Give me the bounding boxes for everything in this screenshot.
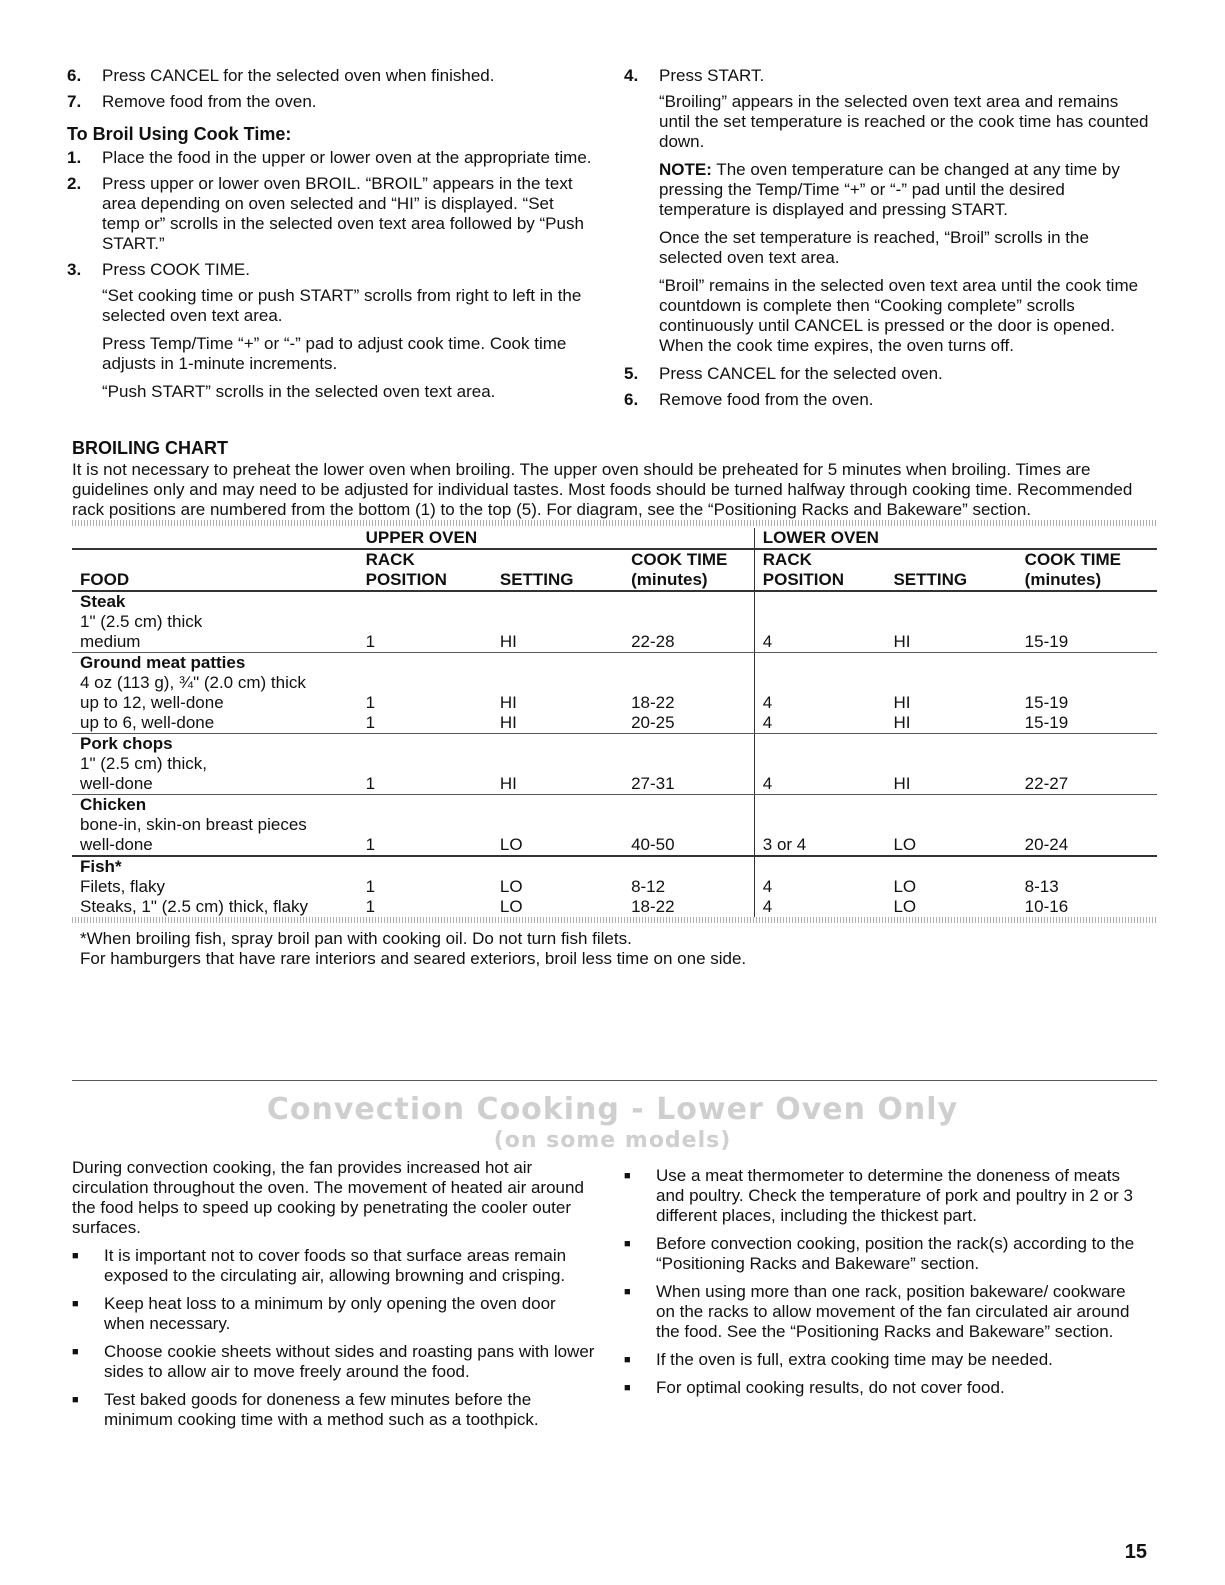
left-column-top (67, 66, 592, 410)
lower-cook-time: 15-19 (1024, 693, 1069, 712)
empty-cell (623, 815, 754, 835)
food-heading-row (72, 795, 1157, 816)
section-divider (72, 1080, 1157, 1081)
empty-cell (492, 815, 623, 835)
lower-cook-time-header (1017, 549, 1157, 591)
upper-rack-position: 1 (358, 835, 492, 856)
empty-cell (492, 591, 623, 612)
convection-intro: During convection cooking, the fan provides increased hot air circulation throughout the oven. The movement of heated air around the food helps to speed up cooking by penetrating the cooler outer surfaces. (72, 1158, 584, 1237)
empty-cell (1017, 856, 1157, 877)
step-text: Remove food from the oven. (102, 92, 317, 111)
upper-cook-time: 18-22 (631, 897, 675, 916)
food-name: Ground meat patties (80, 653, 246, 672)
food-name: Pork chops (80, 734, 173, 753)
upper-rack-position: 1 (358, 713, 492, 734)
empty-cell (492, 754, 623, 774)
empty-cell (885, 815, 1016, 835)
dotted-divider (72, 520, 1157, 526)
lower-rack-position: 4 (754, 693, 885, 713)
food-variant: well-done (72, 835, 358, 856)
lower-rack-position: 4 (754, 877, 885, 897)
food-header-spacer (72, 528, 358, 549)
food-heading-row (72, 653, 1157, 674)
cook-time-label: COOK TIME (631, 550, 728, 569)
upper-rack-position: 1 (358, 632, 492, 653)
empty-cell (1017, 815, 1157, 835)
lower-cook-time: 15-19 (1017, 713, 1157, 734)
food-name: Fish* (80, 857, 122, 876)
food-variant: well-done (72, 774, 358, 795)
step-number: 1. (67, 148, 82, 167)
food-variant: up to 12, well-done (80, 693, 224, 712)
table-row (72, 835, 1157, 856)
lower-oven-header: LOWER OVEN (754, 528, 1157, 549)
empty-cell (885, 856, 1016, 877)
lower-rack-position: 3 or 4 (754, 835, 885, 856)
lower-setting-header: SETTING (885, 549, 1016, 591)
bullet-text: When using more than one rack, position bakeware/ cookware on the racks to allow movement of the fan circulated air around the food. See the “Positioning Racks and Bakeware” section. (656, 1282, 1130, 1341)
cook-time-label: COOK TIME (1024, 550, 1122, 569)
lower-setting: HI (893, 693, 911, 712)
column-header-row (72, 549, 1157, 591)
bullet-item (624, 1282, 1149, 1342)
lower-cook-time: 8-13 (1024, 877, 1059, 896)
step-text: Press upper or lower oven BROIL. “BROIL” appears in the text area depending on oven selected and “HI” is displayed. “Set temp or” scrolls in the selected oven text area followed by “Push START.” (102, 174, 584, 253)
hamburger-footnote: For hamburgers that have rare interiors and seared exteriors, broil less time on one side. (80, 949, 747, 968)
bullet-square-icon (624, 1282, 656, 1342)
bullet-square-icon (624, 1378, 656, 1398)
food-variant: medium (72, 632, 358, 653)
empty-cell (1017, 591, 1157, 612)
empty-cell (492, 795, 623, 816)
broil-step-4 (624, 66, 1149, 86)
empty-cell (623, 795, 754, 816)
step-text: Press CANCEL for the selected oven. (659, 364, 943, 383)
empty-cell (1017, 734, 1157, 755)
bullet-text: Keep heat loss to a minimum by only opening the oven door when necessary. (104, 1294, 556, 1333)
empty-cell (885, 754, 1016, 774)
upper-setting: LO (492, 835, 623, 856)
food-description: 1" (2.5 cm) thick (80, 612, 203, 631)
convection-right-column (624, 1158, 1149, 1398)
table-row (72, 774, 1157, 795)
empty-cell (358, 734, 492, 755)
empty-cell (754, 795, 885, 816)
bullet-text: Test baked goods for doneness a few minutes before the minimum cooking time with a method such as a toothpick. (104, 1390, 539, 1429)
empty-cell (623, 591, 754, 612)
lower-rack-header (754, 549, 885, 591)
food-heading-row (72, 815, 1157, 835)
upper-setting: HI (499, 693, 517, 712)
food-description: 1" (2.5 cm) thick, (80, 754, 207, 773)
empty-cell (492, 653, 623, 674)
broiling-table-body (72, 591, 1157, 917)
oven-header-row (72, 528, 1157, 549)
empty-cell (623, 754, 754, 774)
broiling-chart-section (72, 437, 1157, 969)
empty-cell (754, 653, 885, 674)
minutes-label: (minutes) (631, 570, 708, 589)
empty-cell (358, 653, 492, 674)
bullet-square-icon (72, 1342, 104, 1382)
empty-cell (358, 673, 492, 693)
upper-cook-time: 18-22 (631, 693, 675, 712)
empty-cell (623, 673, 754, 693)
lower-cook-time: 22-27 (1017, 774, 1157, 795)
step-3-detail: “Set cooking time or push START” scrolls from right to left in the selected oven text area. (102, 286, 582, 325)
empty-cell (492, 734, 623, 755)
bullet-text: Before convection cooking, position the rack(s) according to the “Positioning Racks and Bakeware” section. (656, 1234, 1135, 1273)
upper-rack-position: 1 (365, 693, 376, 712)
empty-cell (623, 653, 754, 674)
bullet-text: For optimal cooking results, do not cover food. (656, 1378, 1005, 1397)
convection-left-bullets (72, 1246, 597, 1430)
dotted-divider (72, 917, 1157, 923)
step-4-detail: “Broiling” appears in the selected oven text area and remains until the set temperature is reached or the cook time has counted down. (659, 92, 1149, 151)
empty-cell (754, 754, 885, 774)
upper-setting: HI (492, 632, 623, 653)
empty-cell (754, 815, 885, 835)
bullet-text: It is important not to cover foods so that surface areas remain exposed to the circulating air, allowing browning and crisping. (104, 1246, 567, 1285)
empty-cell (754, 856, 885, 877)
food-variant: Steaks, 1" (2.5 cm) thick, flaky (80, 897, 309, 916)
lower-setting: LO (893, 877, 917, 896)
broil-step-3 (67, 260, 592, 280)
step-text: Press CANCEL for the selected oven when finished. (102, 66, 495, 85)
upper-cook-time: 40-50 (623, 835, 754, 856)
step-7-remove (67, 92, 592, 112)
table-row (72, 713, 1157, 734)
bullet-item (624, 1378, 1149, 1398)
empty-cell (885, 673, 1016, 693)
empty-cell (358, 795, 492, 816)
lower-cook-time: 10-16 (1024, 897, 1069, 916)
position-label: POSITION (365, 570, 447, 589)
step-number: 2. (67, 174, 82, 193)
lower-setting: LO (885, 835, 1016, 856)
empty-cell (492, 856, 623, 877)
bullet-item (624, 1234, 1149, 1274)
empty-cell (885, 612, 1016, 632)
bullet-item (72, 1294, 597, 1334)
step-number: 6. (67, 66, 82, 85)
lower-rack-position: 4 (754, 713, 885, 734)
upper-rack-position: 1 (358, 774, 492, 795)
bullet-item (72, 1246, 597, 1286)
step-4-detail: Once the set temperature is reached, “Broil” scrolls in the selected oven text area. (659, 228, 1089, 267)
note-label: NOTE: (659, 160, 712, 179)
lower-rack-position: 4 (754, 897, 885, 917)
lower-setting: HI (885, 774, 1016, 795)
empty-cell (358, 815, 492, 835)
food-heading-row (72, 856, 1157, 877)
broiling-table (72, 528, 1157, 917)
lower-cook-time: 20-24 (1017, 835, 1157, 856)
step-4-detail: “Broil” remains in the selected oven text area until the cook time countdown is complete then “Cooking complete” scrolls continuously until CANCEL is pressed or the door is opened. When the cook time expires, the oven turns off. (659, 276, 1139, 355)
convection-title: Convection Cooking - Lower Oven Only (266, 1092, 959, 1127)
step-number: 7. (67, 92, 82, 111)
upper-cook-time-header (623, 549, 754, 591)
empty-cell (754, 591, 885, 612)
empty-cell (754, 734, 885, 755)
food-name: Chicken (80, 795, 147, 814)
bullet-item (72, 1342, 597, 1382)
food-heading-row (72, 591, 1157, 612)
minutes-label: (minutes) (1024, 570, 1102, 589)
upper-setting: LO (499, 897, 523, 916)
upper-setting: LO (499, 877, 523, 896)
upper-rack-position: 1 (365, 877, 376, 896)
upper-cook-time: 27-31 (623, 774, 754, 795)
food-column-header: FOOD (72, 549, 358, 591)
step-3-detail: Press Temp/Time “+” or “-” pad to adjust cook time. Cook time adjusts in 1-minute increments. (102, 334, 567, 373)
empty-cell (358, 856, 492, 877)
rack-label: RACK (762, 550, 812, 569)
empty-cell (492, 612, 623, 632)
bullet-square-icon (72, 1390, 104, 1430)
empty-cell (358, 754, 492, 774)
position-label: POSITION (762, 570, 844, 589)
fish-footnote: *When broiling fish, spray broil pan with cooking oil. Do not turn fish filets. (80, 929, 632, 948)
broil-step-6 (624, 390, 1149, 410)
broil-step-2 (67, 174, 592, 254)
chart-footnotes (80, 929, 1157, 969)
food-name: Steak (80, 592, 126, 611)
food-heading-row (72, 734, 1157, 755)
upper-setting: HI (492, 713, 623, 734)
empty-cell (885, 653, 1016, 674)
empty-cell (885, 795, 1016, 816)
bullet-square-icon (72, 1294, 104, 1334)
broil-step-5 (624, 364, 1149, 384)
broil-cook-time-heading: To Broil Using Cook Time: (67, 124, 292, 144)
food-variant: Filets, flaky (80, 877, 166, 896)
bullet-square-icon (72, 1246, 104, 1286)
upper-cook-time: 20-25 (623, 713, 754, 734)
upper-cook-time: 22-28 (623, 632, 754, 653)
step-3-detail: “Push START” scrolls in the selected oven text area. (102, 382, 496, 401)
bullet-text: If the oven is full, extra cooking time may be needed. (656, 1350, 1053, 1369)
step-text: Press COOK TIME. (102, 260, 250, 279)
lower-setting: HI (885, 632, 1016, 653)
broiling-chart-intro: It is not necessary to preheat the lower oven when broiling. The upper oven should be preheated for 5 minutes when broiling. Times are guidelines only and may need to be adjusted for individual tastes. Most foods should be turned halfway through cooking time. Recommended rack positions are numbered from the bottom (1) to the top (5). For diagram, see the “Positioning Racks and Bakeware” section. (72, 460, 1133, 519)
lower-rack-position: 4 (754, 632, 885, 653)
table-row (72, 897, 1157, 917)
food-description: 4 oz (113 g), ¾" (2.0 cm) thick (80, 673, 306, 692)
convection-subtitle: (on some models) (493, 1128, 732, 1153)
upper-oven-header: UPPER OVEN (358, 528, 755, 549)
food-heading-row (72, 673, 1157, 693)
empty-cell (885, 734, 1016, 755)
bullet-item (72, 1390, 597, 1430)
empty-cell (623, 734, 754, 755)
empty-cell (1017, 653, 1157, 674)
step-text: Place the food in the upper or lower oven at the appropriate time. (102, 148, 592, 167)
empty-cell (885, 591, 1016, 612)
bullet-text: Use a meat thermometer to determine the doneness of meats and poultry. Check the temperature of pork and poultry in 2 or 3 different places, including the thickest part. (656, 1166, 1133, 1225)
table-row (72, 693, 1157, 713)
step-number: 6. (624, 390, 639, 409)
empty-cell (1017, 754, 1157, 774)
empty-cell (492, 673, 623, 693)
lower-setting: LO (893, 897, 917, 916)
convection-right-bullets (624, 1166, 1149, 1398)
step-number: 5. (624, 364, 639, 383)
broiling-chart-title: BROILING CHART (72, 438, 228, 458)
bullet-item (624, 1166, 1149, 1226)
empty-cell (358, 612, 492, 632)
bullet-square-icon (624, 1234, 656, 1274)
empty-cell (1017, 612, 1157, 632)
step-number: 3. (67, 260, 82, 279)
food-variant: up to 6, well-done (72, 713, 358, 734)
food-heading-row (72, 612, 1157, 632)
right-column-top (624, 66, 1149, 416)
convection-heading (0, 1092, 1225, 1154)
bullet-square-icon (624, 1350, 656, 1370)
bullet-text: Choose cookie sheets without sides and roasting pans with lower sides to allow air to move freely around the food. (104, 1342, 595, 1381)
upper-rack-position: 1 (365, 897, 376, 916)
convection-left-column (72, 1158, 597, 1430)
food-description: bone-in, skin-on breast pieces (80, 815, 307, 834)
upper-rack-header (358, 549, 492, 591)
bullet-item (624, 1350, 1149, 1370)
lower-rack-position: 4 (754, 774, 885, 795)
step-6-finish (67, 66, 592, 86)
step-text: Remove food from the oven. (659, 390, 874, 409)
upper-setting: HI (492, 774, 623, 795)
food-heading-row (72, 754, 1157, 774)
empty-cell (1017, 795, 1157, 816)
upper-setting-header: SETTING (492, 549, 623, 591)
empty-cell (623, 856, 754, 877)
empty-cell (754, 673, 885, 693)
broil-step-1 (67, 148, 592, 168)
note-text: The oven temperature can be changed at any time by pressing the Temp/Time “+” or “-” pad until the desired temperature is displayed and pressing START. (659, 160, 1120, 219)
empty-cell (1017, 673, 1157, 693)
step-number: 4. (624, 66, 639, 85)
rack-label: RACK (365, 550, 415, 569)
empty-cell (623, 612, 754, 632)
lower-cook-time: 15-19 (1017, 632, 1157, 653)
bullet-square-icon (624, 1166, 656, 1226)
step-text: Press START. (659, 66, 765, 85)
table-row (72, 632, 1157, 653)
step-4-note (659, 160, 1149, 220)
upper-cook-time: 8-12 (631, 877, 666, 896)
page-number: 15 (1124, 1541, 1147, 1563)
empty-cell (358, 591, 492, 612)
lower-setting: HI (885, 713, 1016, 734)
empty-cell (754, 612, 885, 632)
table-row (72, 877, 1157, 897)
